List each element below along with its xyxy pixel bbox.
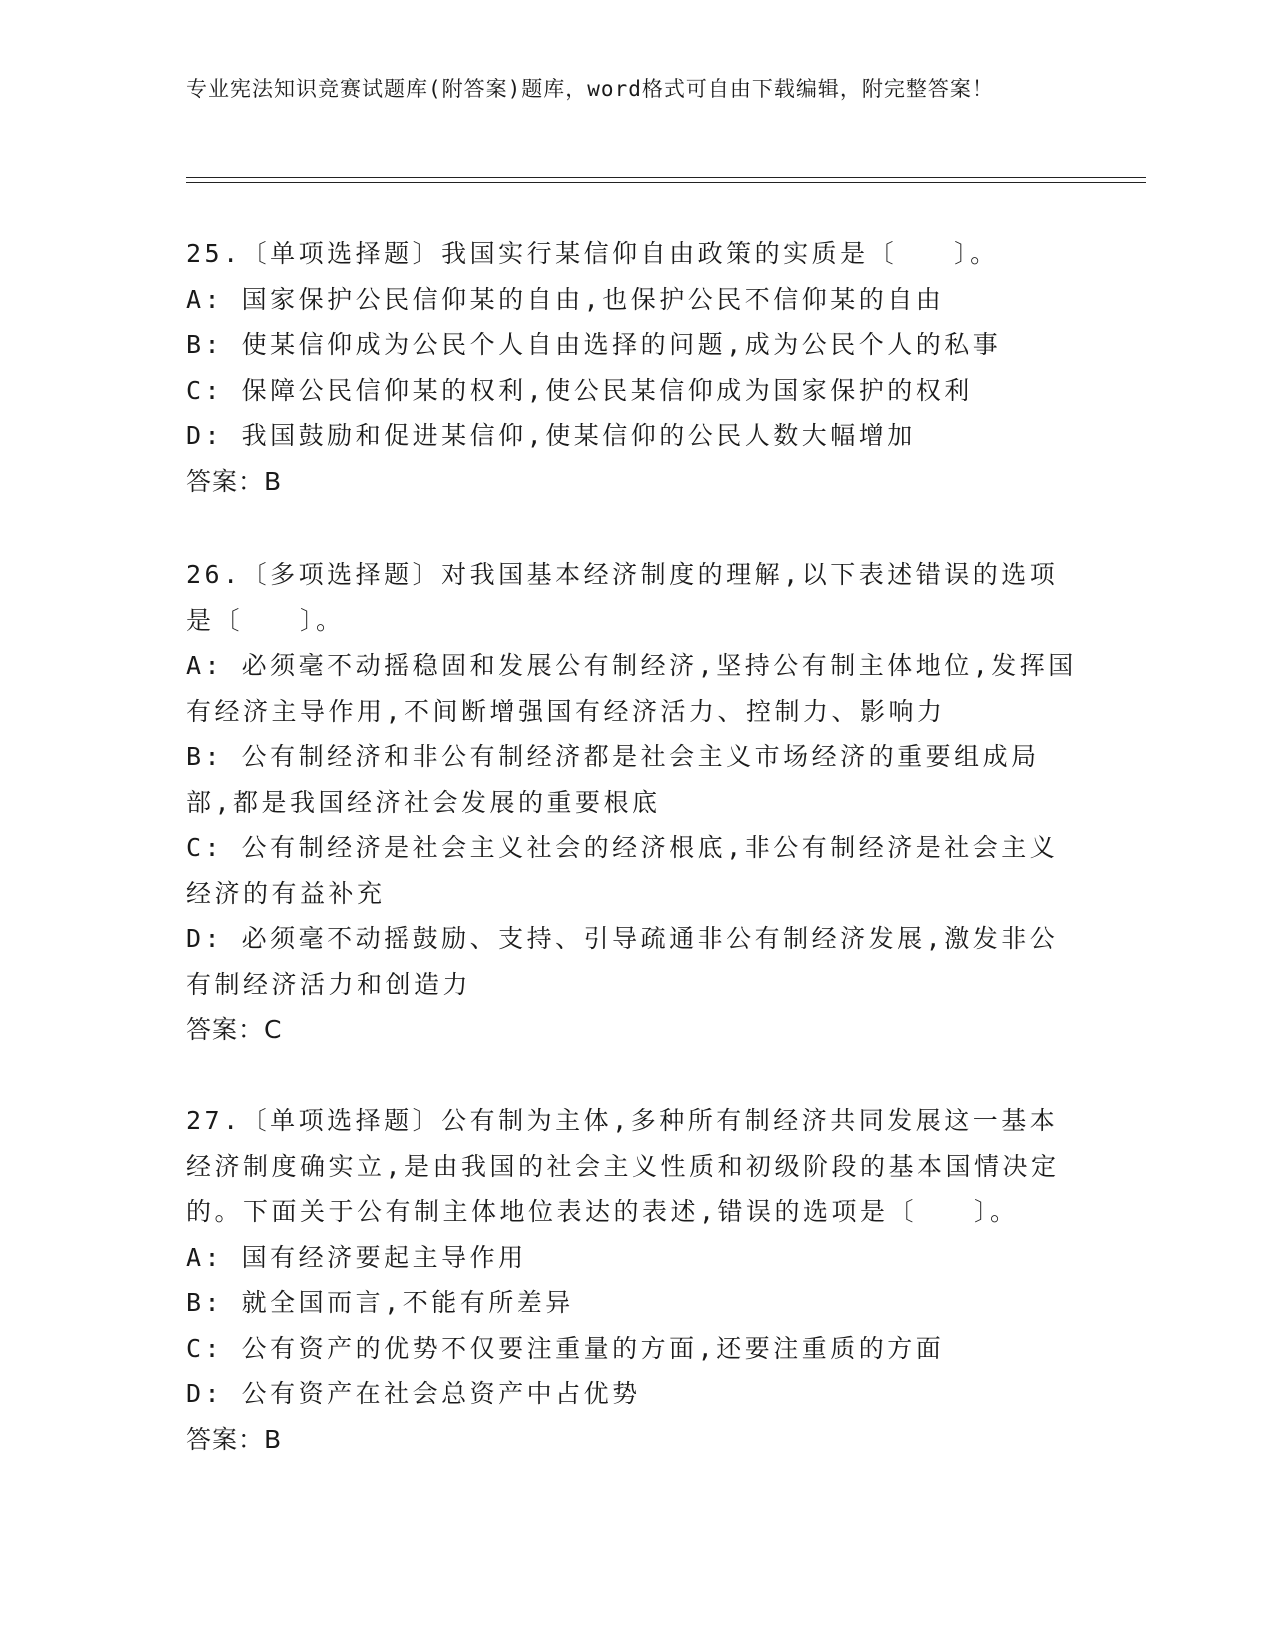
option-c: C: 公有资产的优势不仅要注重量的方面,还要注重质的方面 xyxy=(186,1333,945,1363)
option-a: A: 国有经济要起主导作用 xyxy=(186,1242,527,1272)
option-d: D: 我国鼓励和促进某信仰,使某信仰的公民人数大幅增加 xyxy=(186,421,916,450)
option-c: C: 公有制经济是社会主义社会的经济根底,非公有制经济是社会主义经济的有益补充 xyxy=(186,833,1059,908)
header-divider-bottom xyxy=(186,182,1146,183)
header-divider-top xyxy=(186,177,1146,178)
option-b: B: 公有制经济和非公有制经济都是社会主义市场经济的重要组成局部,都是我国经济社会发展的重要根底 xyxy=(186,742,1040,817)
option-a: A: 必须毫不动摇稳固和发展公有制经济,坚持公有制主体地位,发挥国有经济主导作用,不间断增强国有经济活力、控制力、影响力 xyxy=(186,651,1077,726)
question-26 xyxy=(186,552,1081,1053)
answer: 答案：B xyxy=(186,1424,283,1454)
option-c: C: 保障公民信仰某的权利,使公民某信仰成为国家保护的权利 xyxy=(186,375,973,405)
page-header: 专业宪法知识竞赛试题库(附答案)题库，word格式可自由下载编辑，附完整答案！ xyxy=(186,77,994,101)
answer: 答案：C xyxy=(186,1015,283,1044)
answer: 答案：B xyxy=(186,466,283,496)
question-27 xyxy=(186,1098,1081,1462)
option-a: A: 国家保护公民信仰某的自由,也保护公民不信仰某的自由 xyxy=(186,284,945,314)
option-d: D: 必须毫不动摇鼓励、支持、引导疏通非公有制经济发展,激发非公有制经济活力和创造力 xyxy=(186,924,1059,999)
option-d: D: 公有资产在社会总资产中占优势 xyxy=(186,1379,641,1408)
question-25 xyxy=(186,231,1081,504)
option-b: B: 就全国而言,不能有所差异 xyxy=(186,1288,574,1317)
question-stem: 27.〔单项选择题〕公有制为主体,多种所有制经济共同发展这一基本经济制度确实立,是由我国的社会主义性质和初级阶段的基本国情决定的。下面关于公有制主体地位表达的表述,错误的选项是〔 〕。 xyxy=(186,1106,1060,1226)
option-b: B: 使某信仰成为公民个人自由选择的问题,成为公民个人的私事 xyxy=(186,330,1002,359)
question-stem: 26.〔多项选择题〕对我国基本经济制度的理解,以下表述错误的选项是〔 〕。 xyxy=(186,560,1059,635)
question-stem: 25.〔单项选择题〕我国实行某信仰自由政策的实质是〔 〕。 xyxy=(186,239,999,268)
